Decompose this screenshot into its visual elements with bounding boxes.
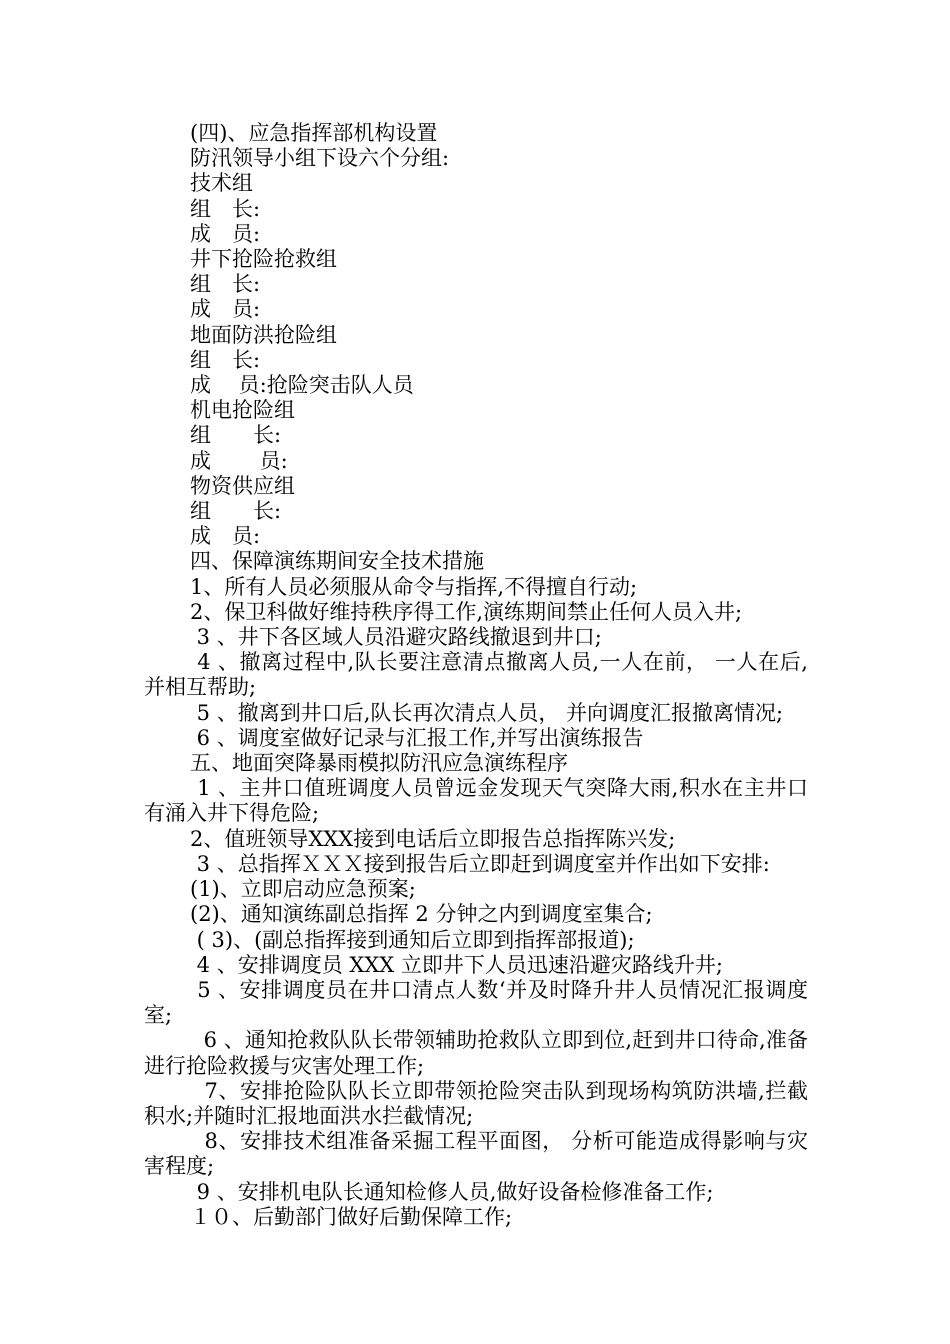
list-item: 4 、撤离过程中,队长要注意清点撤离人员,一人在前， 一人在后,并相互帮助;	[144, 650, 808, 700]
text-line: 组 长:	[190, 423, 282, 448]
list-item: 5 、撤离到井口后,队长再次清点人员， 并向调度汇报撤离情况;	[190, 700, 784, 725]
text-line: 组 长:	[190, 347, 261, 372]
text-line: 防汛领导小组下设六个分组:	[190, 146, 450, 171]
text-line: 成 员:	[190, 448, 288, 473]
list-item: 1、所有人员必须服从命令与指挥,不得擅自行动;	[190, 574, 638, 599]
text-line: 成 员:	[190, 524, 261, 549]
group-title-supplies: 物资供应组	[190, 473, 295, 498]
text-line: 组 长:	[190, 272, 261, 297]
group-title-technical: 技术组	[190, 171, 253, 196]
list-item: 2、值班领导XXX接到电话后立即报告总指挥陈兴发;	[190, 826, 676, 851]
list-item: 4 、安排调度员 XXX 立即井下人员迅速沿避灾路线升井;	[190, 952, 723, 977]
group-title-underground-rescue: 井下抢险抢救组	[190, 247, 337, 272]
group-title-electromechanical: 机电抢险组	[190, 398, 295, 423]
text-line: 成 员:	[190, 297, 261, 322]
list-item: １０、后勤部门做好后勤保障工作;	[190, 1204, 513, 1229]
list-item: 3 、总指挥ＸＸＸ接到报告后立即赶到调度室并作出如下安排:	[190, 851, 770, 876]
group-title-surface-flood: 地面防洪抢险组	[190, 322, 337, 347]
section-heading-safety-measures: 四、保障演练期间安全技术措施	[190, 549, 484, 574]
list-item: 5 、安排调度员在井口清点人数‘并及时降升井人员情况汇报调度室;	[144, 977, 808, 1028]
list-item: (2)、通知演练副总指挥 2 分钟之内到调度室集合;	[190, 902, 653, 927]
text-line: 成 员:抢险突击队人员	[190, 373, 414, 398]
text-line: 组 长:	[190, 499, 282, 524]
list-item: ( 3)、(副总指挥接到通知后立即到指挥部报道);	[190, 927, 635, 952]
list-item: 6 、通知抢救队队长带领辅助抢救队立即到位,赶到井口待命,准备进行抢险救援与灾害处理工作;	[144, 1028, 808, 1078]
section-heading-drill-procedure: 五、地面突降暴雨模拟防汛应急演练程序	[190, 751, 568, 776]
list-item: 7、安排抢险队队长立即带领抢险突击队到现场构筑防洪墙,拦截积水;并随时汇报地面洪水拦截情况;	[144, 1078, 808, 1128]
document-body	[144, 121, 808, 1230]
text-line: 成 员:	[190, 221, 261, 246]
list-item: 8、安排技术组准备采掘工程平面图， 分析可能造成得影响与灾害程度;	[144, 1129, 808, 1179]
list-item: 9 、安排机电队长通知检修人员,做好设备检修准备工作;	[190, 1179, 714, 1204]
section-heading-command-structure: (四)、应急指挥部机构设置	[190, 121, 438, 145]
list-item: (1)、立即启动应急预案;	[190, 877, 416, 902]
text-line: 组 长:	[190, 196, 261, 221]
list-item: 2、保卫科做好维持秩序得工作,演练期间禁止任何人员入井;	[190, 599, 743, 624]
list-item: 3 、井下各区域人员沿避灾路线撤退到井口;	[190, 625, 602, 650]
list-item: 6 、调度室做好记录与汇报工作,并写出演练报告	[190, 725, 644, 750]
list-item: 1 、主井口值班调度人员曾远金发现天气突降大雨,积水在主井口有涌入井下得危险;	[144, 776, 808, 826]
